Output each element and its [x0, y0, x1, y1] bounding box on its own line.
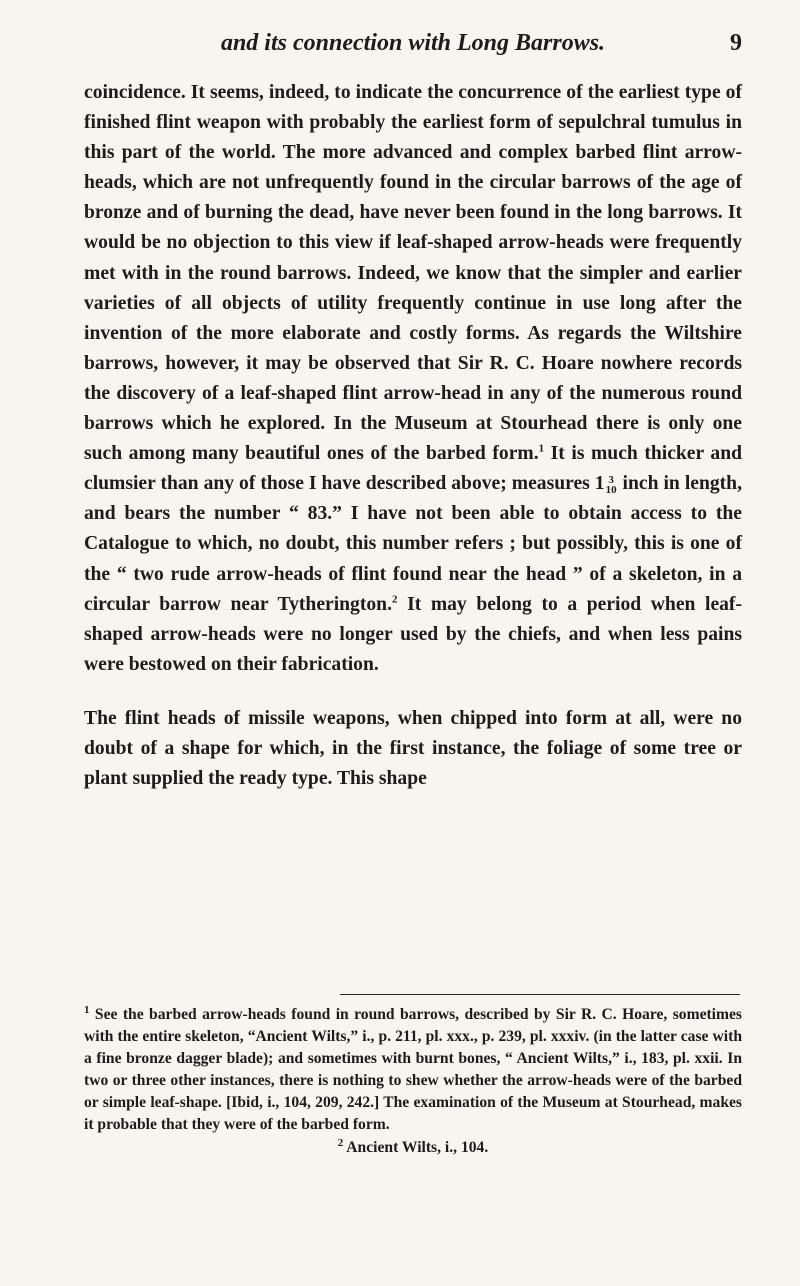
footnote-1-mark: 1	[84, 1003, 90, 1016]
paragraph-1-part-3: inch in length, and bears the number “ 83.” I have not been able to obtain access to the Catalogue to which, no doubt, this number refers ; but possibly, this is one of the “ two rude arrow-heads of flint found near the head ” of a skeleton, in a circular barrow near Tytherington.	[84, 473, 742, 615]
page-header	[84, 26, 742, 60]
footnote-2-text: Ancient Wilts, i., 104.	[343, 1138, 489, 1156]
running-head: and its connection with Long Barrows.	[220, 30, 606, 56]
paragraph-1	[84, 78, 742, 680]
footnote-2	[84, 1137, 742, 1159]
page-number: 9	[730, 30, 742, 56]
fraction-denominator: 10	[605, 484, 617, 497]
footnote-1-text: See the barbed arrow-heads found in round barrows, described by Sir R. C. Hoare, sometimes with the entire skeleton, “Ancient Wilts,” i., p. 211, pl. xxx., p. 239, pl. xxxiv. (in the latter case with a fine bronze dagger blade); and sometimes with burnt bones, “ Ancient Wilts,” i., 183, pl. xxii. In two or three other instances, there is nothing to shew whether the arrow-heads were of the barbed or simple leaf-shape. [Ibid, i., 104, 209, 242.] The examination of the Museum at Stourhead, makes it probable that they were of the barbed form.	[84, 1006, 742, 1134]
footnote-1	[84, 1004, 742, 1137]
footnote-divider	[340, 994, 740, 995]
paragraph-2: The flint heads of missile weapons, when chipped into form at all, were no doubt of a shape for which, in the first instance, the foliage of some tree or plant supplied the ready type. This shape	[84, 707, 742, 790]
footnotes	[84, 1004, 742, 1159]
footnote-ref-1: 1	[538, 442, 545, 455]
paragraph-1-part-2: It is much thicker and clumsier than any of those I have described above; measures 1	[84, 443, 742, 495]
footnote-2-mark: 2	[337, 1136, 344, 1149]
footnote-ref-2: 2	[391, 593, 398, 606]
fraction-numerator: 3	[608, 474, 614, 487]
paragraph-1-part-4: It may belong to a period when leaf-shaped arrow-heads were no longer used by the chiefs, and when less pains were bestowed on their fabrication.	[84, 593, 742, 675]
paragraph-1-part-1: coincidence. It seems, indeed, to indicate the concurrence of the earliest type of finished flint weapon with probably the earliest form of sepulchral tumulus in this part of the world. The more advanced and complex barbed flint arrow-heads, which are not unfrequently found in the circular barrows of the age of bronze and of burning the dead, have never been found in the long barrows. It would be no objection to this view if leaf-shaped arrow-heads were frequently met with in the round barrows. Indeed, we know that the simpler and earlier varieties of all objects of utility frequently continue in use long after the invention of the more elaborate and costly forms. As regards the Wiltshire barrows, however, it may be observed that Sir R. C. Hoare nowhere records the discovery of a leaf-shaped flint arrow-head in any of the numerous round barrows which he explored. In the Museum at Stourhead there is only one such among many beautiful ones of the barbed form.	[84, 82, 742, 465]
fraction	[606, 475, 617, 495]
body-text	[84, 78, 742, 794]
